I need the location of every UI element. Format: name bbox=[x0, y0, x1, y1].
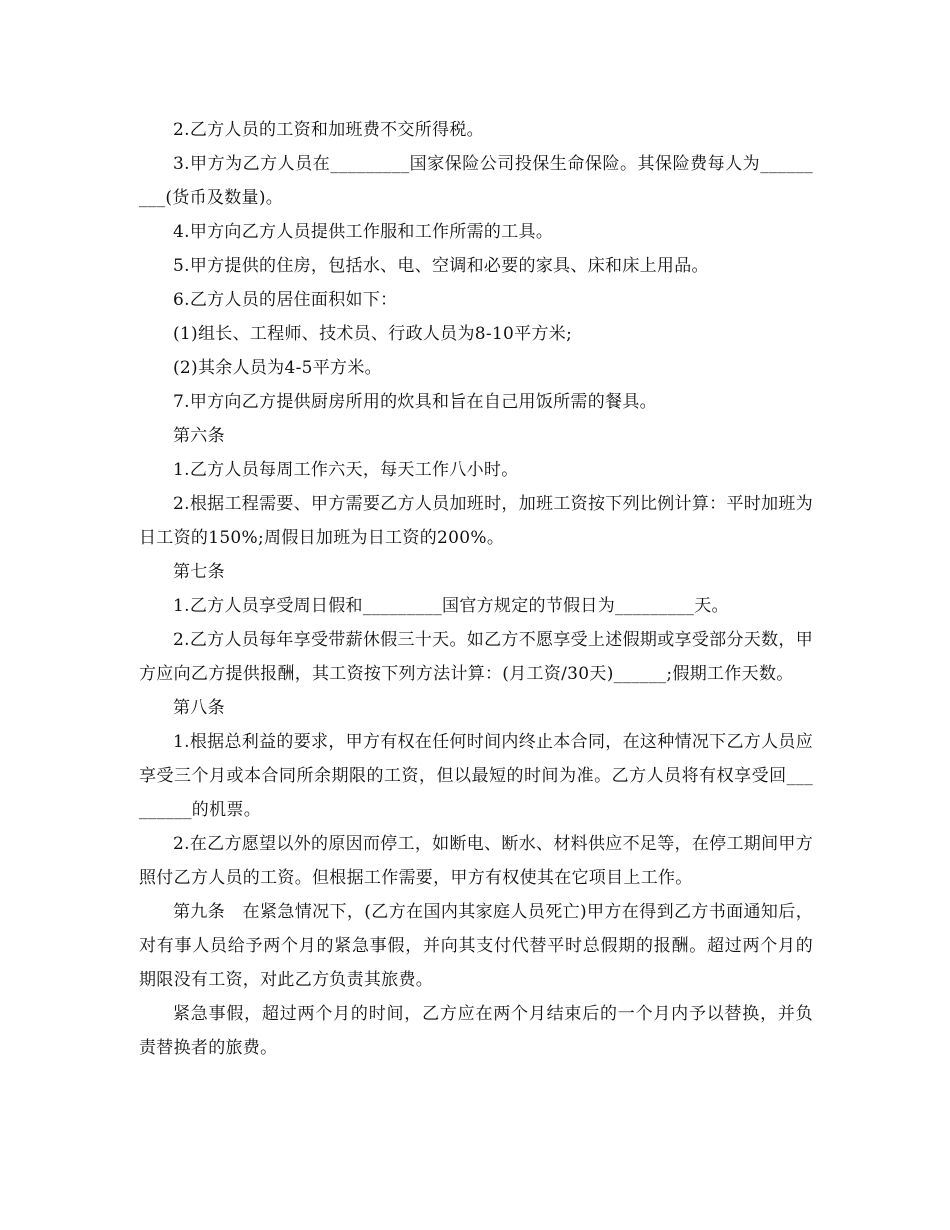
paragraph-clause-8-2: 2.在乙方愿望以外的原因而停工，如断电、断水、材料供应不足等，在停工期间甲方照付乙方人员的工资。但根据工作需要，甲方有权使其在它项目上工作。 bbox=[139, 834, 813, 888]
paragraph-emergency-leave: 紧急事假，超过两个月的时间，乙方应在两个月结束后的一个月内予以替换，并负责替换者的旅费。 bbox=[139, 1004, 813, 1058]
document-body bbox=[139, 113, 813, 1065]
paragraph-clause-7-2: 2.乙方人员每年享受带薪休假三十天。如乙方不愿享受上述假期或享受部分天数，甲方应向乙方提供报酬，其工资按下列方法计算：(月工资/30天)______;假期工作天数。 bbox=[139, 630, 813, 684]
article-heading-6: 第六条 bbox=[173, 426, 225, 446]
paragraph-clause-8-1: 1.根据总利益的要求，甲方有权在任何时间内终止本合同，在这种情况下乙方人员应享受三个月或本合同所余期限的工资，但以最短的时间为准。乙方人员将有权享受回_________的机票。 bbox=[139, 732, 813, 820]
paragraph-clause-5-6: 6.乙方人员的居住面积如下： bbox=[173, 290, 398, 310]
paragraph-clause-6-1: 1.乙方人员每周工作六天，每天工作八小时。 bbox=[173, 460, 519, 480]
paragraph-clause-5-5: 5.甲方提供的住房，包括水、电、空调和必要的家具、床和床上用品。 bbox=[173, 256, 709, 276]
paragraph-article-9: 第九条 在紧急情况下，(乙方在国内其家庭人员死亡)甲方在得到乙方书面通知后，对有事人员给予两个月的紧急事假，并向其支付代替平时总假期的报酬。超过两个月的期限没有工资，对此乙方负责其旅费。 bbox=[139, 902, 813, 990]
paragraph-clause-5-6-2: (2)其余人员为4-5平方米。 bbox=[173, 358, 382, 378]
paragraph-clause-5-3: 3.甲方为乙方人员在_________国家保险公司投保生命保险。其保险费每人为_________(货币及数量)。 bbox=[139, 154, 813, 208]
article-heading-8: 第八条 bbox=[173, 698, 225, 718]
paragraph-clause-5-4: 4.甲方向乙方人员提供工作服和工作所需的工具。 bbox=[173, 222, 554, 242]
paragraph-clause-7-1: 1.乙方人员享受周日假和_________国官方规定的节假日为_________天。 bbox=[173, 596, 729, 616]
paragraph-clause-5-2: 2.乙方人员的工资和加班费不交所得税。 bbox=[173, 120, 484, 140]
paragraph-clause-6-2: 2.根据工程需要、甲方需要乙方人员加班时，加班工资按下列比例计算：平时加班为日工资的150%;周假日加班为日工资的200%。 bbox=[139, 494, 813, 548]
article-heading-7: 第七条 bbox=[173, 562, 225, 582]
paragraph-clause-5-6-1: (1)组长、工程师、技术员、行政人员为8-10平方米; bbox=[173, 324, 573, 344]
paragraph-clause-5-7: 7.甲方向乙方提供厨房所用的炊具和旨在自己用饭所需的餐具。 bbox=[173, 392, 657, 412]
